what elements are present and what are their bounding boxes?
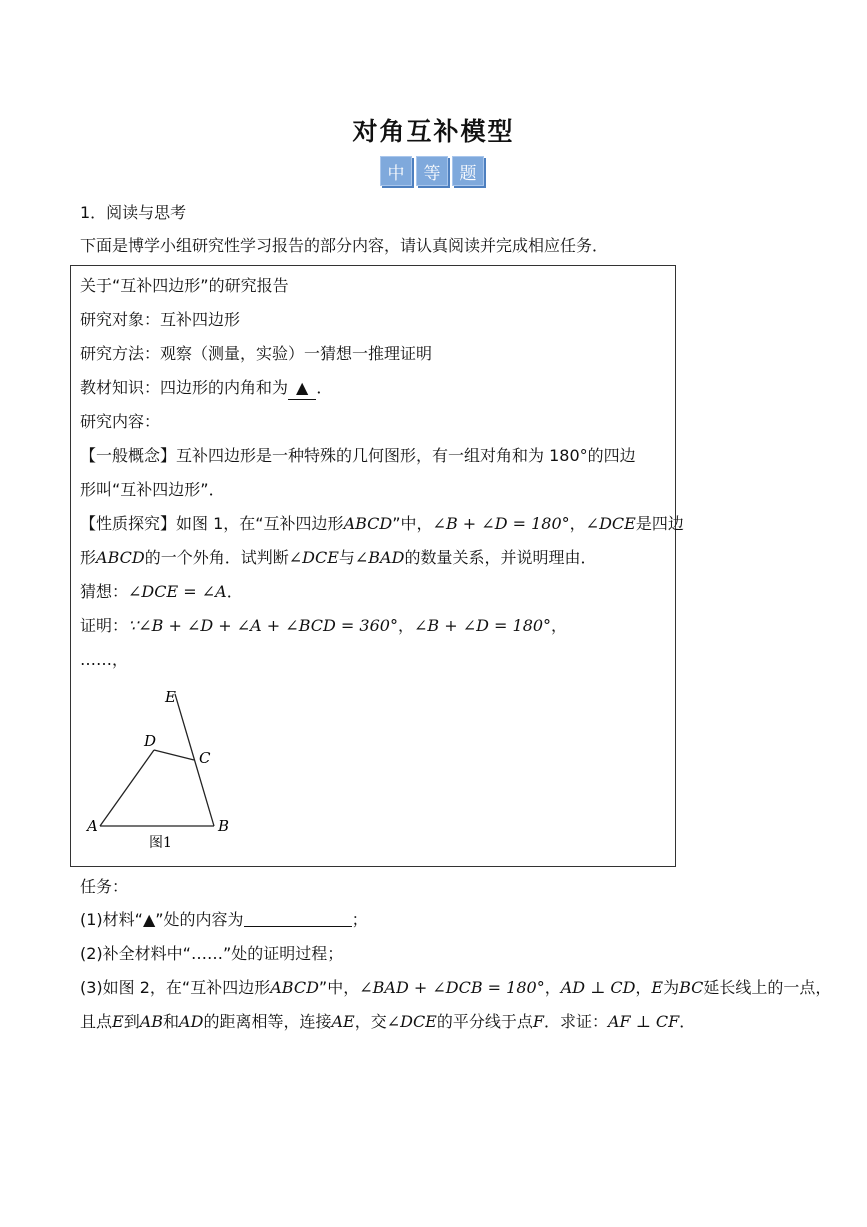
text: 【性质探究】如图 1，在“互补四边形 (80, 514, 344, 533)
text: ”中， (318, 978, 360, 997)
label-B: B (218, 817, 230, 835)
math: ∵∠B + ∠D + ∠A + ∠BCD = 360° (128, 616, 398, 635)
segment-AD (100, 750, 154, 826)
text: 猜想： (80, 582, 129, 601)
math: BC (679, 978, 704, 997)
segment-DC (154, 750, 194, 760)
math: AD (179, 1012, 204, 1031)
math: ∠BAD + ∠DCB = 180° (359, 978, 545, 997)
math: AB (139, 1012, 164, 1031)
task-3-line1 (80, 977, 831, 999)
math: ∠B + ∠D = 180° (432, 514, 570, 533)
text: (3)如图 2，在“互补四边形 (80, 978, 271, 997)
conjecture-line (80, 581, 243, 603)
report-title: 关于“互补四边形”的研究报告 (80, 276, 289, 295)
figure-caption: 图1 (149, 835, 172, 851)
text: 到 (123, 1012, 140, 1031)
text: 是四边 (635, 514, 684, 533)
math: ∠DCE (288, 548, 339, 567)
question-number: 1．阅读与思考 (80, 203, 187, 222)
math: ∠DCE (585, 514, 636, 533)
task-1 (80, 909, 368, 931)
ellipsis-line: ……， (80, 650, 129, 669)
math: AD ⊥ CD (560, 978, 636, 997)
text: 的数量关系，并说明理由． (404, 548, 597, 567)
proof-line (80, 615, 567, 637)
property-line1 (80, 513, 684, 535)
report-knowledge (80, 377, 332, 400)
general-concept-line1: 【一般概念】互补四边形是一种特殊的几何图形，有一组对角和为 180°的四边 (80, 446, 636, 465)
text: 形 (80, 548, 97, 567)
math: AE (331, 1012, 355, 1031)
math: ∠BAD (354, 548, 405, 567)
text: 和 (163, 1012, 180, 1031)
math: F (532, 1012, 544, 1031)
text: 的平分线于点 (436, 1012, 533, 1031)
math: ∠B + ∠D = 180° (413, 616, 552, 635)
text: ， (551, 616, 568, 635)
label-E: E (165, 688, 176, 706)
text: 延长线上的一点， (703, 978, 832, 997)
text: ， (569, 514, 586, 533)
text: ， (544, 978, 561, 997)
difficulty-badge: 题 (452, 156, 484, 186)
answer-blank (244, 910, 352, 927)
knowledge-end: ． (316, 378, 333, 397)
text: ． (226, 582, 243, 601)
text: 证明： (80, 616, 129, 635)
label-A: A (87, 817, 98, 835)
text: ， (397, 616, 414, 635)
report-method: 研究方法：观察（测量，实验）一猜想一推理证明 (80, 344, 433, 363)
text: ； (351, 910, 368, 929)
math: ABCD (343, 514, 393, 533)
math: ∠DCE = ∠A (128, 582, 227, 601)
text: 的距离相等，连接 (203, 1012, 332, 1031)
math: ABCD (96, 548, 145, 567)
figure-1 (80, 680, 260, 855)
text: 为 (663, 978, 680, 997)
math: AF ⊥ CF (608, 1012, 680, 1031)
text: ”中， (392, 514, 433, 533)
text: ．求证： (543, 1012, 608, 1031)
text: 且点 (80, 1012, 113, 1031)
math: E (112, 1012, 124, 1031)
report-object: 研究对象：互补四边形 (80, 310, 241, 329)
text: 的一个外角．试判断 (144, 548, 289, 567)
math: ∠DCE (386, 1012, 437, 1031)
math: ABCD (270, 978, 319, 997)
general-concept-line2: 形叫“互补四边形”． (80, 480, 225, 499)
label-D: D (144, 732, 157, 750)
report-content-label: 研究内容： (80, 412, 161, 431)
property-line2 (80, 547, 596, 569)
text: ． (679, 1012, 696, 1031)
difficulty-badge: 中 (380, 156, 412, 186)
text: 与 (338, 548, 355, 567)
difficulty-badge: 等 (416, 156, 448, 186)
quadrilateral-figure (100, 694, 214, 826)
knowledge-text: 教材知识：四边形的内角和为 (80, 378, 289, 397)
task-3-line2 (80, 1011, 695, 1033)
difficulty-badges (380, 156, 484, 186)
task-2: (2)补全材料中“……”处的证明过程； (80, 944, 344, 963)
text: (1)材料“▲”处的内容为 (80, 910, 244, 929)
math: E (651, 978, 664, 997)
text: ， (635, 978, 652, 997)
question-intro: 下面是博学小组研究性学习报告的部分内容，请认真阅读并完成相应任务． (80, 236, 609, 255)
text: ，交 (354, 1012, 387, 1031)
label-C: C (199, 749, 211, 767)
triangle-blank: ▲ (288, 377, 316, 400)
tasks-heading: 任务： (80, 877, 129, 896)
page-title: 对角互补模型 (352, 117, 515, 146)
